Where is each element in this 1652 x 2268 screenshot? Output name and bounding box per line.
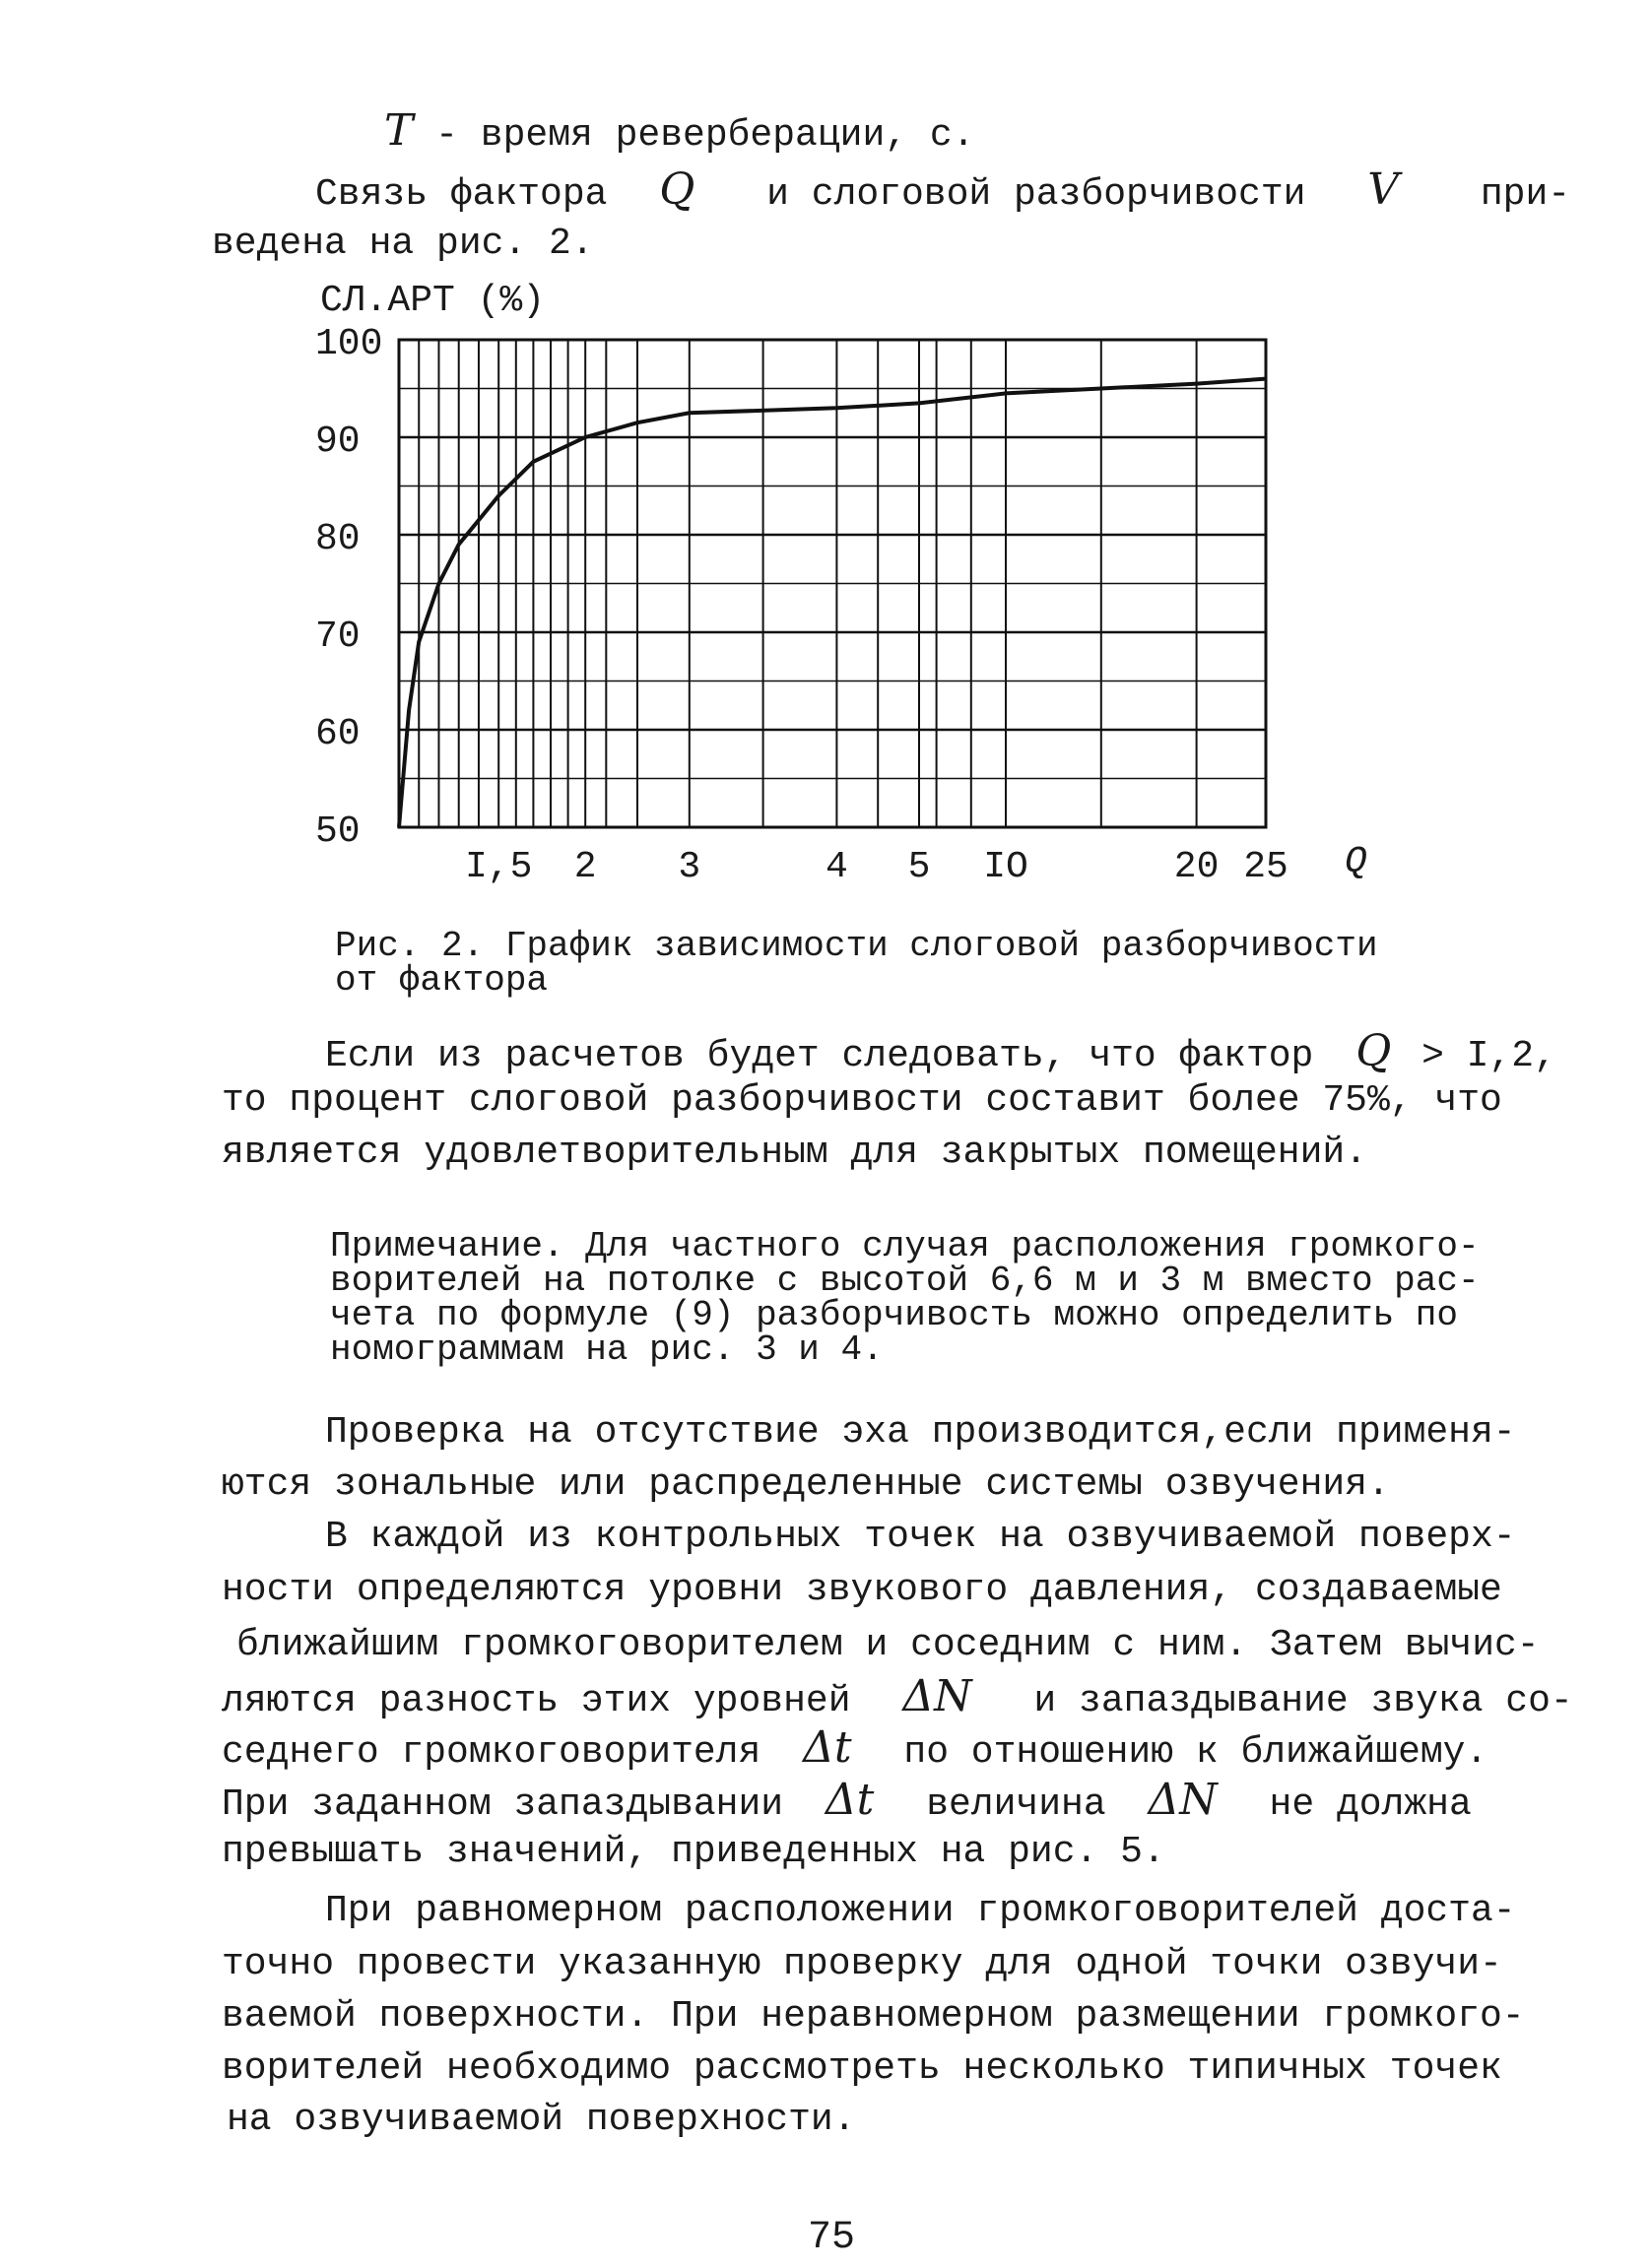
x-tick-labels [465, 846, 1289, 888]
note-line3: чета по формуле (9) разборчивость можно определить по [330, 1295, 1458, 1335]
x-tick-label: 3 [678, 846, 701, 888]
para1-line1-suffix: > I,2, [1421, 1035, 1556, 1077]
para4-line5: на озвучиваемой поверхности. [227, 2099, 856, 2141]
note-line4: номограммам на рис. 3 и 4. [330, 1329, 884, 1370]
x-tick-label: I,5 [464, 846, 533, 888]
t-symbol: T [384, 105, 414, 156]
x-tick-label: 5 [907, 846, 931, 888]
reverb-definition-line [384, 105, 975, 159]
para4-line1: При равномерном расположении громкоговорителей доста- [325, 1890, 1516, 1932]
para3-line2: ности определяются уровни звукового давления, создаваемые [222, 1569, 1502, 1611]
para3-line4-prefix: ляются разность этих уровней [222, 1680, 851, 1722]
para1-line1-prefix: Если из расчетов будет следовать, что фактор [325, 1035, 1314, 1077]
para3-line6 [222, 1775, 1472, 1828]
y-tick-label: 90 [315, 421, 361, 463]
para4-line4: ворителей необходимо рассмотреть несколько типичных точек [222, 2047, 1502, 2090]
x-tick-label: IO [983, 846, 1028, 888]
para3-line4 [222, 1671, 1573, 1724]
y-tick-label: 70 [315, 616, 361, 658]
para3-line6-prefix: При заданном запаздывании [222, 1783, 784, 1826]
para3-line4-suffix: и запаздывание звука со- [1033, 1680, 1573, 1722]
y-tick-label: 50 [315, 810, 361, 853]
relation-prefix: Связь фактора [315, 173, 608, 216]
t-definition: - время реверберации, с. [435, 114, 975, 157]
intelligibility-chart [286, 276, 1389, 906]
delta-n-symbol: ΔN [902, 1671, 972, 1721]
relation-line-1 [315, 164, 1571, 218]
note-line1: Примечание. Для частного случая расположения громкого- [330, 1226, 1480, 1266]
relation-middle: и слоговой разборчивости [766, 173, 1306, 216]
chart-grid [399, 340, 1266, 827]
y-tick-labels [315, 323, 382, 853]
intelligibility-curve [399, 379, 1266, 827]
para4-line3: ваемой поверхности. При неравномерном размещении громкого- [222, 1995, 1525, 2038]
para2-line1: Проверка на отсутствие эха производится,если применя- [325, 1411, 1516, 1454]
para3-line5 [222, 1722, 1488, 1776]
para2-line2: ются зональные или распределенные системы озвучения. [222, 1463, 1390, 1506]
q-symbol: Q [659, 164, 695, 215]
para3-line6-middle: величина [926, 1783, 1106, 1826]
figure-caption-2: от фактора [335, 960, 549, 1001]
y-axis-label: СЛ.АРТ (%) [320, 280, 546, 322]
para1-line2: то процент слоговой разборчивости составит более 75%, что [222, 1079, 1502, 1122]
page-number: 75 [808, 2216, 856, 2260]
q-symbol-para1: Q [1355, 1026, 1392, 1076]
relation-suffix: при- [1480, 173, 1571, 216]
delta-t-symbol-2: Δt [825, 1775, 875, 1825]
y-tick-label: 60 [315, 713, 361, 755]
delta-t-symbol: Δt [803, 1722, 852, 1773]
note-line2: ворителей на потолке с высотой 6,6 м и 3 м вместо рас- [330, 1261, 1480, 1301]
para3-line1: В каждой из контрольных точек на озвучиваемой поверх- [325, 1516, 1516, 1558]
delta-n-symbol-2: ΔN [1148, 1775, 1218, 1825]
para3-line6-suffix: не должна [1269, 1783, 1472, 1826]
v-symbol: V [1367, 164, 1400, 215]
x-tick-label: 4 [825, 846, 848, 888]
x-tick-label: 2 [573, 846, 597, 888]
x-axis-label: Q [1345, 841, 1367, 883]
relation-line2-text: ведена на рис. 2. [212, 223, 594, 265]
y-tick-label: 80 [315, 518, 361, 560]
figure-caption-1: Рис. 2. График зависимости слоговой разборчивости [335, 926, 1378, 966]
y-tick-label: 100 [315, 323, 383, 365]
relation-line-2 [212, 222, 594, 267]
para1-line1 [325, 1026, 1556, 1079]
para3-line7: превышать значений, приведенных на рис. 5. [222, 1831, 1165, 1873]
para3-line5-prefix: седнего громкоговорителя [222, 1731, 761, 1774]
x-tick-label: 25 [1243, 846, 1289, 888]
x-tick-label: 20 [1173, 846, 1220, 888]
para3-line3: ближайшим громкоговорителем и соседним с ним. Затем вычис- [236, 1624, 1540, 1666]
para3-line5-suffix: по отношению к ближайшему. [903, 1731, 1488, 1774]
para4-line2: точно провести указанную проверку для одной точки озвучи- [222, 1943, 1502, 1985]
para1-line3: является удовлетворительным для закрытых помещений. [222, 1132, 1367, 1174]
